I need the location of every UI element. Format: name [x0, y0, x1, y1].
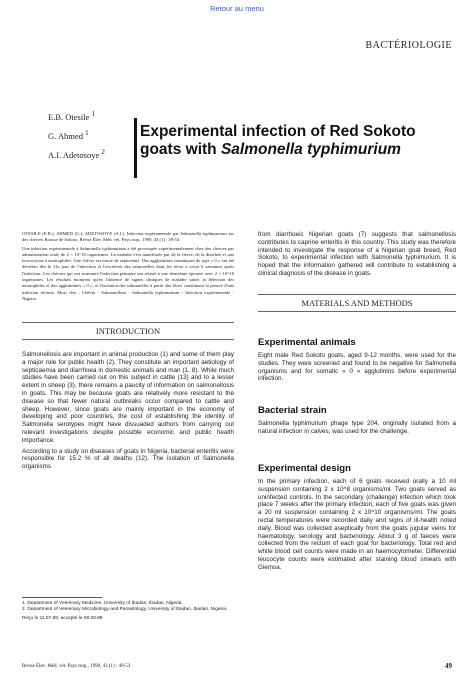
article-title: Experimental infection of Red Sokoto goats with Salmonella typhimurium [140, 123, 416, 158]
footnote: 2. Department of Veterinary Microbiology and Parasitology, University of Ibadan, Ibadan, Nigeria. [22, 607, 228, 613]
methods-heading: MATERIALS AND METHODS [258, 294, 456, 312]
intro-paragraph: Salmonellosis are important in animal production (1) and some of them play a major role for public health (2). They constitute an important aetiology of septicaemia and diarrhoea in domestic animals and man (1, 8). While much studies have been carried out on this subject in cattle (13) and to a lesser extent in sheep (3), there remains a paucity of information on salmonellosis in goats. This may be because goats are relatively more resistant to the disease so that fewer natural outbreaks occur compared to cattle and sheep. However, since goats are mainly important in the economy of developing and poor countries, the cost of establishing the identity of Salmonella serotypes might have dissuaded authors from carrying out relevant investigations despite possible economic and public health importance. [22, 351, 234, 444]
journal-citation: Revue Élev. Méd. vét. Pays trop., 1990, 43 (1) : 49-53 [22, 664, 131, 669]
subsection-title: Experimental design [258, 463, 351, 474]
section-label: BACTÉRIOLOGIE [365, 40, 452, 51]
abstract-citation: OTESILE (E.B.), AHMED (G.), ADETOSOYE (A.I.). Infection expérimentale par Salmonella typhimurium sur des chèvres Rousse de Sokoto. Revue Élev. Méd. vét. Pays trop., 1990, 43 (1) : 49-53. [22, 231, 234, 243]
author-list [48, 106, 105, 162]
footnote: 1. Department of Veterinary Medicine, University of Ibadan, Ibadan, Nigeria. [22, 601, 183, 606]
introduction-text [22, 351, 234, 474]
author-1: E.B. Otesile $^1$ [48, 110, 95, 122]
subsection-text: In the primary infection, each of 6 goats received orally a 10 ml suspension containing 2 x 10^8 organisms/ml. Two goats served as uninfected controls. In the secondary (challenge) infection which took place 7 weeks after the primary infection, each of five goats was given a 20 ml suspension containing 2 x 10^10 organisms/ml. The goats rectal temperatures were recorded daily and signs of ill-health noted daily. Blood was collected aseptically from the goats jugular veins for haematology, serology and bacteriology. About 3 g of faeces were collected from the rectum of each goat for bacteriology. Total red and white blood cell counts were made in an haemocytometer. Differential leucocyte counts were estimated after staining blood smears with Giemsa. [258, 478, 456, 571]
footnotes [22, 601, 234, 622]
author-3: A.I. Adetosoye $^2$ [48, 147, 105, 160]
french-abstract [22, 231, 234, 304]
experimental-animals-section [258, 337, 456, 383]
subsection-title: Experimental animals [258, 337, 356, 348]
subsection-text: Salmonella typhimurium phage type 204, originally isolated from a natural infection in calves, was used for the challenge. [258, 420, 456, 435]
experimental-design-section [258, 463, 456, 572]
page-number: 49 [445, 662, 452, 670]
intro-continuation: from diarrhoeic Nigerian goats (7) suggests that salmonellosis contributes to caprine enteritis in this country. This study was therefore intended to investigate the response of a Nigerian goat breed, Red Sokoto, to experimental infection with Salmonella typhimurium. It is hoped that the information gathered will contribute to establishing a clinical diagnosis of the disease in goats. [258, 231, 456, 277]
author-2: G. Ahmed $^1$ [48, 128, 89, 141]
introduction-heading: INTRODUCTION [22, 322, 234, 340]
subsection-title: Bacterial strain [258, 405, 327, 416]
abstract-summary: Une infection expérimentale à Salmonella typhimurium a été provoquée expérimentalement chez des chèvres par administration orale de 2 × 10^10 organismes. La maladie s'est manifestée par de la fièvre, de la diarrhée et une leucocytose à neutrophiles. Une chèvre est morte de septicémie. Des agglutinines somatiques de type « 0 » ont été décelées dès le 11e jour de l'infection et l'excrétion des salmonelles dans les fèces a cessé 6 semaines après l'infection. Les chèvres qui ont surmonté l'infection primaire ont résisté à une deuxième épreuve avec 2 × 10^10 organismes. Les résultats montrent qu'en l'absence de signes cliniques de maladie santé, la détection des neutrophiles et des agglutinines « 0 », et l'isolation des salmonelles à partir des fèces constituent la preuve d'une infection récente. Mots clés : Chèvre - Salmonellose - Salmonella typhimurium - Infection expérimentale - Nigeria. [22, 245, 234, 301]
title-rule [134, 118, 137, 178]
intro-paragraph: According to a study on diseases of goats in Nigeria, bacterial enteritis were responsible for 15.2 % of all deaths (12). The isolation of Salmonella organisms [22, 447, 234, 471]
footnote-rule [22, 597, 102, 598]
received-date: Reçu le 11.07.89, accepté le 08.08.89 [22, 615, 103, 621]
subsection-text: Eight male Red Sokoto goats, aged 9-12 months, were used for the studies. They were screened and found to be negative for Salmonella organisms and for somatic « 0 » agglutinins before experimental infection. [258, 352, 456, 383]
back-to-menu-link[interactable]: Retour au menu [210, 4, 264, 13]
bacterial-strain-section [258, 405, 456, 436]
